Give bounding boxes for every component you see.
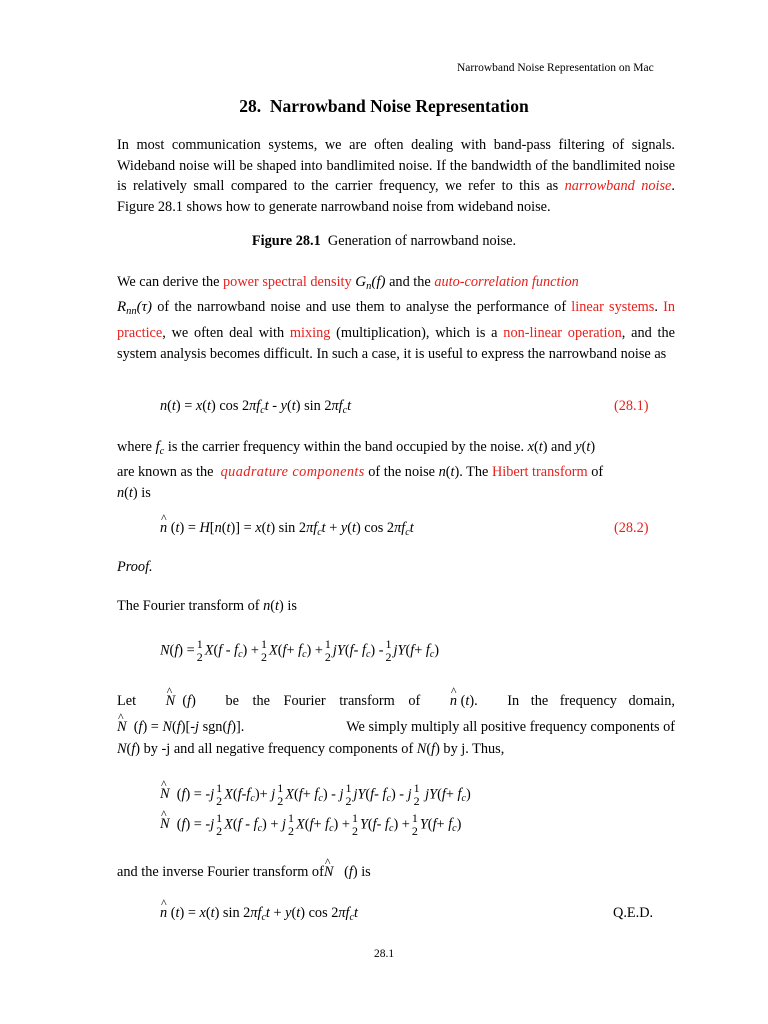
linear-systems-link[interactable]: linear systems — [571, 299, 655, 316]
let-statement-line1: Let ^ N (f) be the Fourier transform of ^ n (t). In the frequency domain, — [117, 693, 675, 710]
acf-link[interactable]: auto-correlation function — [434, 274, 579, 290]
equation-fourier-transform: N(f) = 1 2 $X(f - f_c)$ + 1 2 $X(f+ f_c)$ + 1 2 jY(f- $f_c$) - 1 2 $jY(f+ f_c)$ — [160, 637, 440, 664]
analysis-paragraph: We can derive the power spectral density $G_n(f)$ and the auto-correlation function $R_{nn}(\tau)$ of the narrowband noise and use them to analyse the performance of linear systems. In practice, we often deal with mixing (multiplication), which is a non-linear operation, and the system analysis becomes difficult. In such a case, it is useful to express the narrowband noise as — [117, 274, 676, 363]
let-statement-line3: N(f) by -j and all negative frequency components of N(f) by j. Thus, — [117, 741, 505, 757]
non-linear-operation-link[interactable]: non-linear operation — [503, 324, 622, 341]
equation-nhat-2: ^ N (f) = -j 1 2 $X(f - f_c) + j$ 1 2 $X(f+ f_c)$ + 1 2 Y(f- $f_c$) + 1 2 $Y(f+ f_c)$ — [160, 812, 461, 838]
equation-result: ^ n (t) = x(t) $\sin 2\pi f_ct + y(t)$ $\cos 2\pi f_ct$ — [160, 905, 358, 923]
running-header: Narrowband Noise Representation on Mac — [457, 62, 654, 74]
let-statement-line2: ^ N (f) = N(f)[-j sgn(f)]. We simply multiply all positive frequency components of — [117, 719, 675, 736]
page-title: 28. Narrowband Noise Representation — [239, 96, 529, 116]
equation-number-28-2: (28.2) — [614, 520, 649, 536]
qed-label: Q.E.D. — [613, 905, 654, 921]
in-practice-link[interactable]: In practice — [117, 299, 676, 341]
psd-link[interactable]: power spectral density — [223, 274, 352, 290]
quadrature-components-link[interactable]: quadrature components — [220, 463, 365, 480]
equation-28-2: ^ n (t) = H[n(t)] = x(t) $\sin 2\pi f_ct + y(t)$ $\cos 2\pi f_ct$ — [160, 520, 414, 538]
proof-label: Proof. — [117, 559, 153, 575]
fourier-intro: The Fourier transform of n(t) is — [117, 598, 297, 614]
equation-number-28-1: (28.1) — [614, 398, 649, 414]
figure-caption: Figure 28.1 Generation of narrowband noise. — [251, 233, 517, 249]
mixing-link[interactable]: mixing — [289, 324, 331, 341]
equation-nhat-1: ^ N (f) = -j 1 2 $X(f-f_c)+ j$ 1 2 $X(f+ f_c) - j$ 1 2 jY(f- $f_c$) - j 1 2 $jY(f+ f_c)$ — [160, 782, 471, 808]
inverse-transform-line: and the inverse Fourier transform of^ N (f) is — [117, 864, 371, 881]
narrowband-noise-link[interactable]: narrowband noise — [564, 178, 672, 194]
hilbert-transform-link[interactable]: Hibert transform — [491, 463, 588, 480]
page-number: 28.1 — [373, 948, 395, 960]
equation-28-1: n(t) = x(t) $\cos 2\pi f_ct - y(t)$ $\sin 2\pi f_ct$ — [160, 398, 352, 416]
quadrature-paragraph: where $f_c$ is the carrier frequency within the band occupied by the noise. x(t) and y(t) are known as the quadrature components of the noise n(t). The Hibert transform of n(t) is — [117, 439, 604, 501]
intro-paragraph: In most communication systems, we are often dealing with band-pass filtering of signals. Wideband noise will be shaped into bandlimited noise. If the bandwidth of the bandlimited noise is relatively small compared to the carrier frequency, we refer to this as narrowband noise. Figure 28.1 shows how to generate narrowband noise from wideband noise. — [117, 137, 675, 215]
